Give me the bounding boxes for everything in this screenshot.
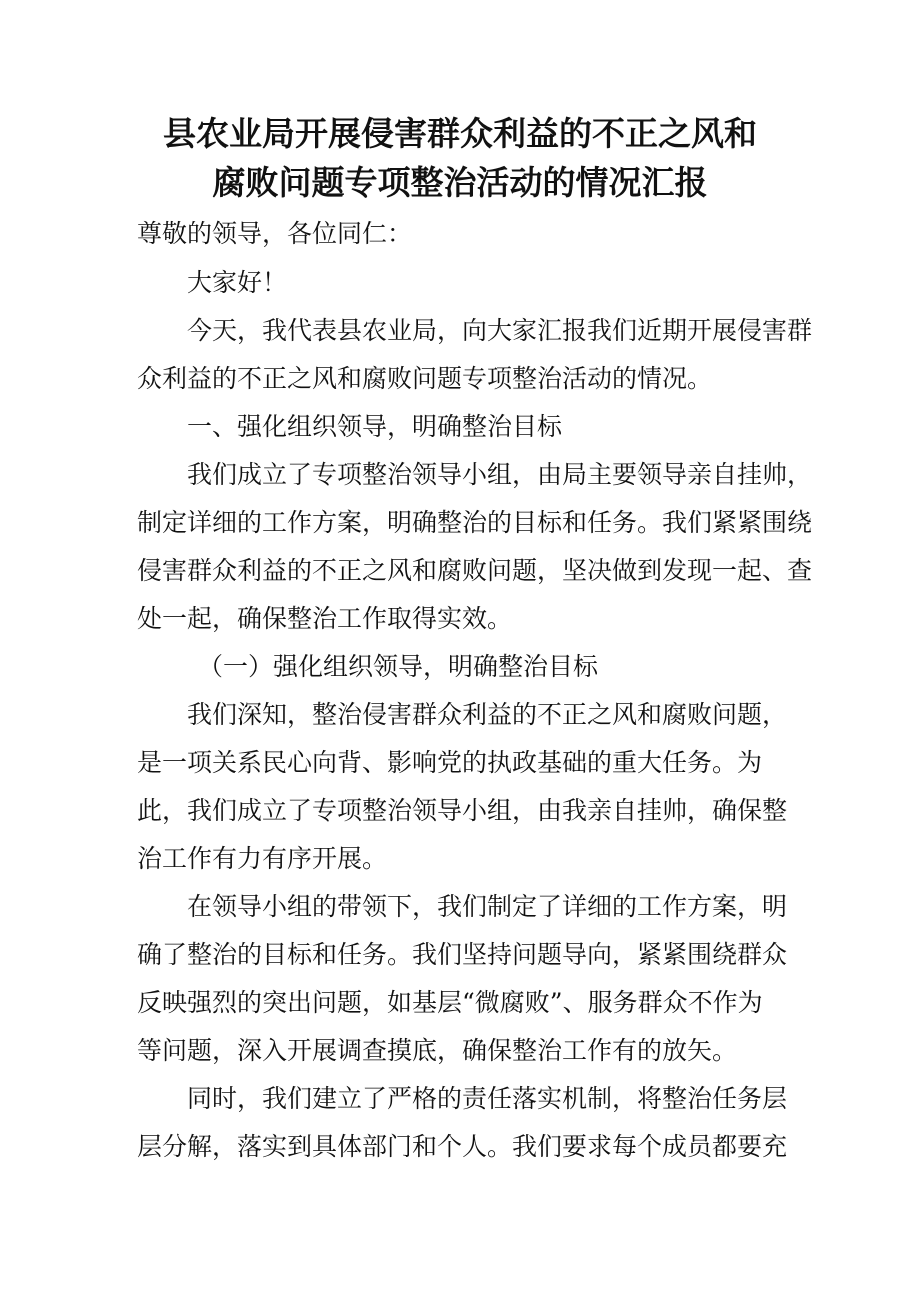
- body-line: 在领导小组的带领下，我们制定了详细的工作方案，明: [187, 892, 788, 921]
- body-line: 制定详细的工作方案，明确整治的目标和任务。我们紧紧围绕: [137, 508, 813, 537]
- section-heading: 一、强化组织领导，明确整治目标: [187, 412, 563, 441]
- body-line: 今天，我代表县农业局，向大家汇报我们近期开展侵害群: [187, 316, 813, 345]
- document-title-line-2: 腐败问题专项整治活动的情况汇报: [212, 163, 708, 202]
- body-line: 此，我们成立了专项整治领导小组，由我亲自挂帅，确保整: [137, 796, 788, 825]
- subsection-heading: （一）强化组织领导，明确整治目标: [198, 652, 599, 681]
- body-line: 我们成立了专项整治领导小组，由局主要领导亲自挂帅，: [187, 460, 813, 489]
- salutation: 尊敬的领导，各位同仁：: [137, 219, 413, 248]
- body-line: 层分解，落实到具体部门和个人。我们要求每个成员都要充: [137, 1132, 788, 1161]
- body-line: 同时，我们建立了严格的责任落实机制，将整治任务层: [187, 1084, 788, 1113]
- body-line: 众利益的不正之风和腐败问题专项整治活动的情况。: [137, 364, 713, 393]
- document-title-line-1: 县农业局开展侵害群众利益的不正之风和: [163, 114, 757, 153]
- body-line: 我们深知，整治侵害群众利益的不正之风和腐败问题，: [187, 700, 788, 729]
- body-line: 反映强烈的突出问题，如基层“微腐败”、服务群众不作为: [137, 988, 763, 1017]
- body-line: 确了整治的目标和任务。我们坚持问题导向，紧紧围绕群众: [137, 940, 788, 969]
- body-line: 等问题，深入开展调查摸底，确保整治工作有的放矢。: [137, 1036, 738, 1065]
- body-line: 是一项关系民心向背、影响党的执政基础的重大任务。为: [137, 748, 763, 777]
- body-line: 侵害群众利益的不正之风和腐败问题，坚决做到发现一起、查: [137, 556, 813, 585]
- greeting: 大家好！: [187, 268, 288, 297]
- body-line: 处一起，确保整治工作取得实效。: [137, 604, 513, 633]
- body-line: 治工作有力有序开展。: [137, 844, 388, 873]
